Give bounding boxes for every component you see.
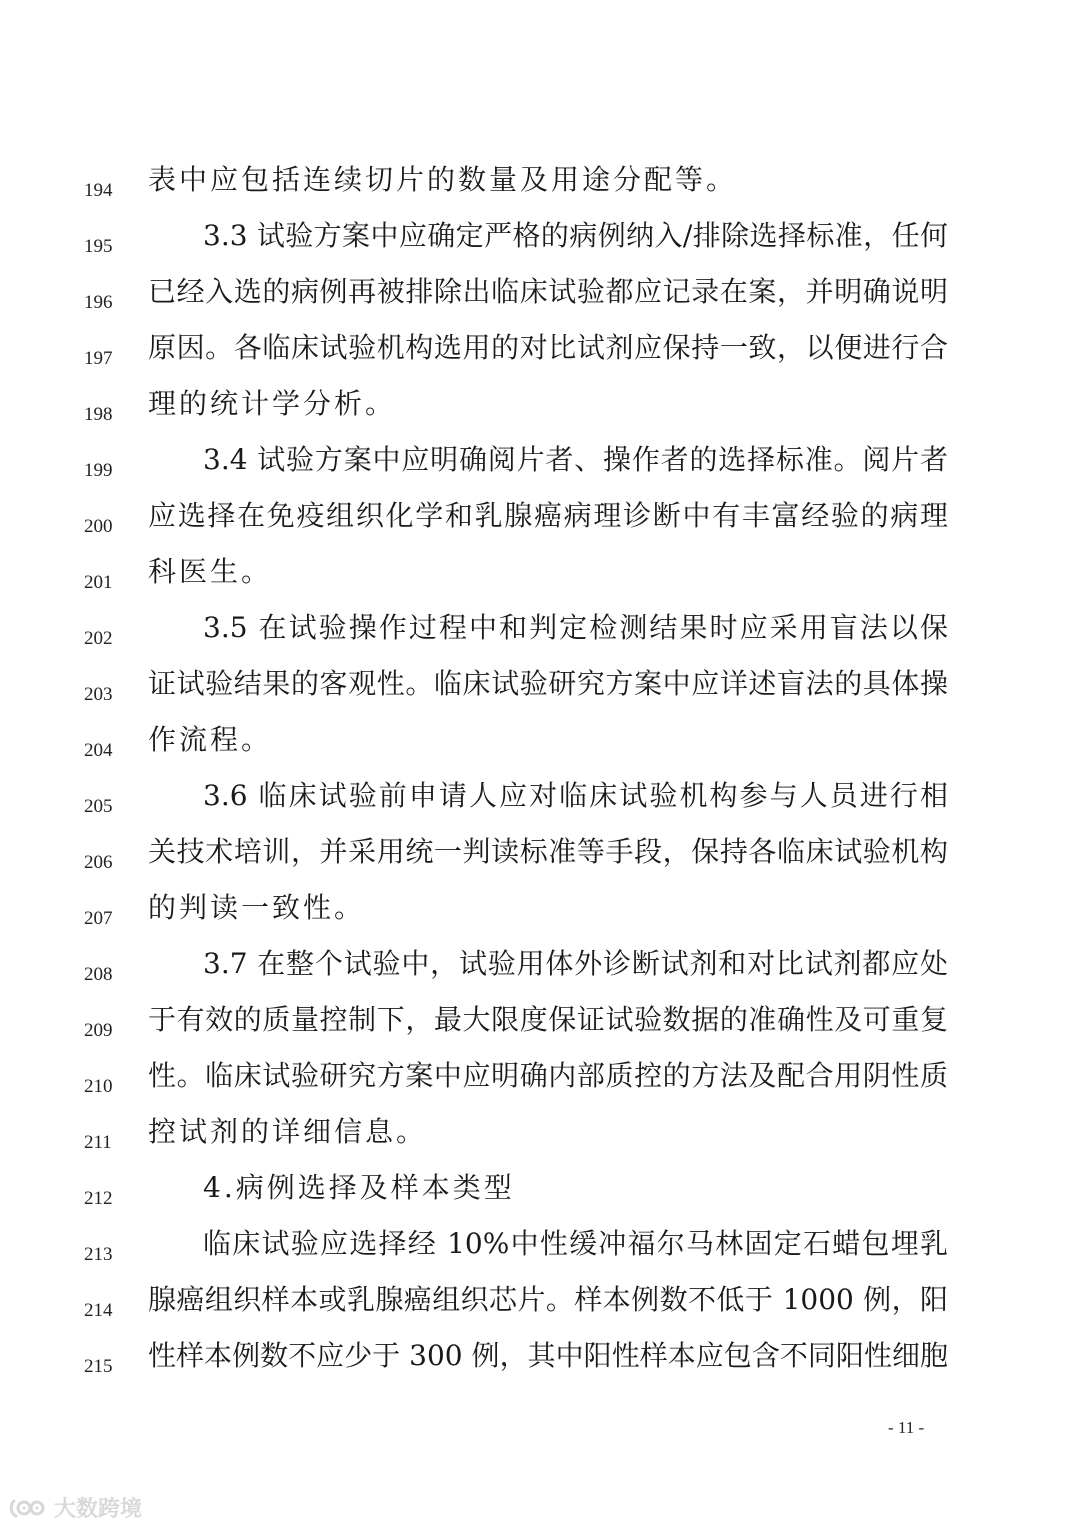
document-line bbox=[0, 160, 1080, 216]
line-text: 控试剂的详细信息。 bbox=[148, 1115, 428, 1148]
brand-logo-icon bbox=[8, 1495, 48, 1521]
document-line bbox=[0, 832, 1080, 888]
line-text: 已经入选的病例再被排除出临床试验都应记录在案，并明确说明 bbox=[148, 275, 948, 308]
line-text: 性。临床试验研究方案中应明确内部质控的方法及配合用阴性质 bbox=[148, 1059, 948, 1092]
document-line bbox=[0, 216, 1080, 272]
line-text: 性样本例数不应少于 300 例，其中阳性样本应包含不同阳性细胞 bbox=[148, 1339, 948, 1372]
line-number: 200 bbox=[84, 516, 113, 537]
line-text: 3.6 临床试验前申请人应对临床试验机构参与人员进行相 bbox=[203, 779, 948, 812]
line-number: 215 bbox=[84, 1356, 113, 1377]
line-number: 210 bbox=[84, 1076, 113, 1097]
line-number: 201 bbox=[84, 572, 113, 593]
line-text: 理的统计学分析。 bbox=[148, 387, 397, 420]
document-line bbox=[0, 1056, 1080, 1112]
document-line bbox=[0, 1280, 1080, 1336]
document-line bbox=[0, 1000, 1080, 1056]
line-text: 3.5 在试验操作过程中和判定检测结果时应采用盲法以保 bbox=[203, 611, 948, 644]
document-line bbox=[0, 776, 1080, 832]
line-number: 205 bbox=[84, 796, 113, 817]
line-number: 199 bbox=[84, 460, 113, 481]
line-number: 209 bbox=[84, 1020, 113, 1041]
line-number: 212 bbox=[84, 1188, 113, 1209]
line-number: 194 bbox=[84, 180, 113, 201]
document-line bbox=[0, 1112, 1080, 1168]
line-text: 的判读一致性。 bbox=[148, 891, 366, 924]
line-text: 科医生。 bbox=[148, 555, 273, 588]
watermark-text: 大数跨境 bbox=[54, 1497, 143, 1522]
document-line bbox=[0, 1224, 1080, 1280]
line-text: 腺癌组织样本或乳腺癌组织芯片。样本例数不低于 1000 例，阳 bbox=[148, 1283, 948, 1316]
line-text: 临床试验应选择经 10%中性缓冲福尔马林固定石蜡包埋乳 bbox=[203, 1227, 948, 1260]
line-number: 206 bbox=[84, 852, 113, 873]
line-text: 关技术培训，并采用统一判读标准等手段，保持各临床试验机构 bbox=[148, 835, 948, 868]
document-line bbox=[0, 440, 1080, 496]
watermark bbox=[8, 1492, 142, 1523]
line-number: 195 bbox=[84, 236, 113, 257]
document-line bbox=[0, 552, 1080, 608]
line-text: 表中应包括连续切片的数量及用途分配等。 bbox=[148, 163, 738, 196]
document-line bbox=[0, 272, 1080, 328]
document-line bbox=[0, 1168, 1080, 1224]
line-number: 211 bbox=[84, 1132, 112, 1153]
page-number: - 11 - bbox=[888, 1418, 925, 1437]
line-number: 214 bbox=[84, 1300, 113, 1321]
line-text: 于有效的质量控制下，最大限度保证试验数据的准确性及可重复 bbox=[148, 1003, 948, 1036]
section-heading: 4.病例选择及样本类型 bbox=[203, 1171, 515, 1204]
line-text: 证试验结果的客观性。临床试验研究方案中应详述盲法的具体操 bbox=[148, 667, 948, 700]
document-line bbox=[0, 664, 1080, 720]
line-number: 198 bbox=[84, 404, 113, 425]
line-number: 196 bbox=[84, 292, 113, 313]
line-number: 203 bbox=[84, 684, 113, 705]
document-line bbox=[0, 496, 1080, 552]
line-text: 应选择在免疫组织化学和乳腺癌病理诊断中有丰富经验的病理 bbox=[148, 499, 948, 532]
line-number: 197 bbox=[84, 348, 113, 369]
document-line bbox=[0, 720, 1080, 776]
document-line bbox=[0, 1336, 1080, 1392]
document-line bbox=[0, 328, 1080, 384]
line-text: 3.7 在整个试验中，试验用体外诊断试剂和对比试剂都应处 bbox=[203, 947, 948, 980]
document-line bbox=[0, 888, 1080, 944]
document-line bbox=[0, 384, 1080, 440]
line-text: 3.4 试验方案中应明确阅片者、操作者的选择标准。阅片者 bbox=[203, 443, 948, 476]
line-text: 作流程。 bbox=[148, 723, 273, 756]
line-text: 3.3 试验方案中应确定严格的病例纳入/排除选择标准，任何 bbox=[203, 219, 948, 252]
line-text: 原因。各临床试验机构选用的对比试剂应保持一致，以便进行合 bbox=[148, 331, 948, 364]
line-number: 213 bbox=[84, 1244, 113, 1265]
line-number: 208 bbox=[84, 964, 113, 985]
document-line bbox=[0, 608, 1080, 664]
document-line bbox=[0, 944, 1080, 1000]
line-number: 204 bbox=[84, 740, 113, 761]
line-number: 202 bbox=[84, 628, 113, 649]
line-number: 207 bbox=[84, 908, 113, 929]
